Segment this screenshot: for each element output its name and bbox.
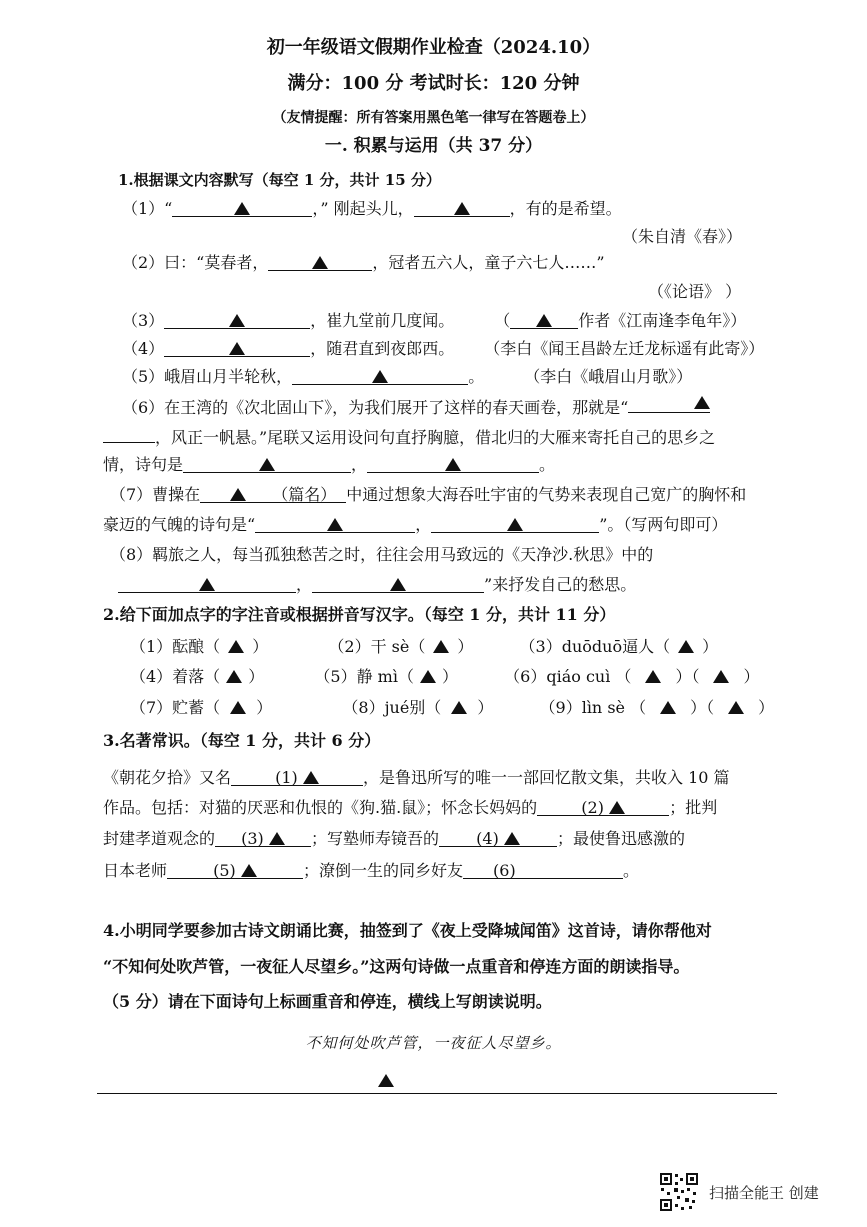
q1-line7 <box>110 484 746 506</box>
q3-text: 。 <box>623 861 640 880</box>
answer-blank[interactable] <box>292 366 468 385</box>
q3-text: 作品。包括：对猫的厌恶和仇恨的《狗.猫.鼠》；怀念长妈妈的 <box>103 798 538 817</box>
triangle-marker-icon <box>230 488 246 501</box>
triangle-marker-icon <box>229 342 245 355</box>
blank-number: (5) <box>213 861 236 880</box>
triangle-marker-icon <box>454 202 470 215</box>
answer-blank[interactable] <box>215 828 311 847</box>
q2-item: ） <box>702 637 719 656</box>
q1-text: 情，诗句是 <box>103 455 184 474</box>
q1-text: ，风正一帆悬。”尾联又运用设问句直抒胸臆，借北归的大雁来寄托自己的思乡之 <box>155 428 716 447</box>
blank-number: (1) <box>275 768 298 787</box>
q1-text: （8）羁旅之人，每当孤独愁苦之时，往往会用马致远的《天净沙.秋思》中的 <box>110 545 654 564</box>
q3-text: 《朝花夕拾》又名 <box>103 768 232 787</box>
answer-blank[interactable] <box>431 514 599 533</box>
q1-text: 中通过想象大海吞吐宇宙的气势来表现自己宽广的胸怀和 <box>346 485 747 504</box>
q1-text: （4） <box>122 339 165 358</box>
q3-line2 <box>103 797 717 819</box>
q1-line3 <box>122 310 746 332</box>
q2-item: ）（ <box>690 698 715 717</box>
q2-title: 2.给下面加点字的字注音或根据拼音写汉字。（每空 1 分，共计 11 分） <box>103 605 616 624</box>
answer-blank[interactable] <box>103 424 155 443</box>
answer-blank[interactable] <box>414 198 510 217</box>
q2-item: （8）jué别（ <box>342 698 442 717</box>
triangle-marker-icon <box>303 771 319 784</box>
q1-text: （5）峨眉山月半轮秋， <box>122 367 293 386</box>
triangle-marker-icon <box>507 518 523 531</box>
answer-blank[interactable] <box>164 310 310 329</box>
q2-item: ） <box>248 667 265 686</box>
source-note: （朱自清《春》） <box>622 227 743 246</box>
triangle-marker-icon <box>694 396 710 409</box>
triangle-marker-icon <box>199 578 215 591</box>
q1-text: ， <box>296 575 313 594</box>
answer-blank[interactable] <box>312 574 484 593</box>
answer-blank[interactable] <box>200 484 346 503</box>
source-note: （《论语》 ） <box>648 282 742 301</box>
q4-line2: “不知何处吹芦管，一夜征人尽望乡。”这两句诗做一点重音和停连方面的朗读指导。 <box>103 957 690 976</box>
q1-text: ，随君直到夜郎西。 <box>310 339 455 358</box>
triangle-marker-icon[interactable] <box>230 701 246 714</box>
answer-blank[interactable] <box>231 767 363 786</box>
q1-text: （6）在王湾的《次北固山下》，为我们展开了这样的春天画卷，那就是“ <box>122 398 629 417</box>
answer-blank[interactable] <box>510 310 578 329</box>
triangle-marker-icon <box>536 314 552 327</box>
answer-blank[interactable] <box>367 454 539 473</box>
q4-line3: （5 分）请在下面诗句上标画重音和停连，横线上写朗读说明。 <box>103 992 552 1011</box>
triangle-marker-icon <box>229 314 245 327</box>
q1-text: 作者《江南逢李龟年》） <box>578 311 747 330</box>
q1-text: （2）曰：“莫春者， <box>122 253 269 272</box>
q1-line6b <box>103 424 715 449</box>
q1-line5 <box>122 366 692 388</box>
poem-line: 不知何处吹芦管，一夜征人尽望乡。 <box>305 1034 562 1052</box>
q3-title: 3.名著常识。（每空 1 分，共计 6 分） <box>103 731 381 750</box>
q3-text: ；写塾师寿镜吾的 <box>311 829 440 848</box>
q3-text: ，是鲁迅所写的唯一一部回忆散文集，共收入 10 篇 <box>363 768 730 787</box>
q3-text: 封建孝道观念的 <box>103 829 216 848</box>
triangle-marker-icon <box>372 370 388 383</box>
scanner-watermark: 扫描全能王 创建 <box>709 1184 819 1202</box>
triangle-marker-icon[interactable] <box>451 701 467 714</box>
score-and-time: 满分：100 分 考试时长：120 分钟 <box>287 73 580 94</box>
q1-line8 <box>110 544 653 566</box>
q2-item: ）（ <box>675 667 700 686</box>
q1-line6 <box>122 394 710 419</box>
q3-text: 日本老师 <box>103 861 168 880</box>
answer-blank[interactable] <box>183 454 351 473</box>
triangle-marker-icon <box>269 832 285 845</box>
triangle-marker-icon <box>327 518 343 531</box>
answer-blank[interactable] <box>172 198 312 217</box>
answer-blank[interactable] <box>255 514 415 533</box>
q1-text: 。 <box>539 455 556 474</box>
q2-row3 <box>130 697 774 719</box>
q3-text: ；批判 <box>669 798 718 817</box>
q2-item: ） <box>477 698 494 717</box>
q1-line6c <box>103 454 555 476</box>
answer-blank[interactable] <box>164 338 310 357</box>
q2-item: （7）贮蓄（ <box>130 698 221 717</box>
q2-item: （3）duōduō逼人（ <box>519 637 671 656</box>
q2-item: （4）着落（ <box>130 667 221 686</box>
triangle-marker-icon[interactable] <box>433 640 449 653</box>
q1-line2 <box>122 252 605 274</box>
blank-number: (4) <box>476 829 499 848</box>
q1-line8b <box>118 574 636 596</box>
answer-blank[interactable] <box>628 394 710 413</box>
blank-number: (3) <box>241 829 264 848</box>
q3-line3 <box>103 828 685 850</box>
triangle-marker-icon <box>445 458 461 471</box>
triangle-marker-icon[interactable] <box>728 701 744 714</box>
answer-blank[interactable] <box>268 252 372 271</box>
q3-text: ；最使鲁迅感激的 <box>557 829 686 848</box>
q2-item: ） <box>758 698 775 717</box>
q1-text: ”。（写两句即可） <box>599 515 728 534</box>
q3-line1 <box>103 767 730 789</box>
triangle-marker-icon <box>234 202 250 215</box>
q1-line7b <box>103 514 727 536</box>
q2-item: （1）酝酿（ <box>130 637 221 656</box>
q1-line1 <box>122 198 622 220</box>
triangle-marker-icon <box>504 832 520 845</box>
q1-text: （1）“ <box>122 199 173 218</box>
triangle-marker-icon[interactable] <box>678 640 694 653</box>
triangle-marker-icon[interactable] <box>660 701 676 714</box>
triangle-marker-icon[interactable] <box>420 670 436 683</box>
q1-text: （7）曹操在 <box>110 485 201 504</box>
section-heading: 一. 积累与运用（共 37 分） <box>324 136 543 156</box>
triangle-marker-icon[interactable] <box>228 640 244 653</box>
q1-line4 <box>122 338 764 360</box>
q1-title: 1.根据课文内容默写（每空 1 分，共计 15 分） <box>118 171 441 189</box>
answer-blank[interactable] <box>439 828 557 847</box>
q2-item: ） <box>252 637 269 656</box>
source-note: （李白《峨眉山月歌》） <box>524 367 693 386</box>
q2-row2 <box>130 666 759 688</box>
q3-text: ；潦倒一生的同乡好友 <box>303 861 464 880</box>
q2-row1 <box>130 636 718 658</box>
q3-line4 <box>103 860 639 882</box>
blank-number: (6) <box>493 861 516 880</box>
q1-text: ，有的是希望。 <box>509 199 622 218</box>
q2-item: ） <box>441 667 458 686</box>
q2-item: （5）静 mì（ <box>314 667 414 686</box>
answer-blank[interactable] <box>463 860 623 879</box>
triangle-marker-icon[interactable] <box>645 670 661 683</box>
answer-blank[interactable] <box>118 574 296 593</box>
q2-item: （2）干 sè（ <box>328 637 426 656</box>
triangle-marker-icon <box>378 1070 394 1092</box>
q2-item: ） <box>457 637 474 656</box>
q1-text: （ <box>494 311 511 330</box>
answer-blank[interactable] <box>167 860 303 879</box>
triangle-marker-icon <box>259 458 275 471</box>
triangle-marker-icon <box>241 864 257 877</box>
q1-text: 。 <box>468 367 485 386</box>
q2-item: （9）lìn sè （ <box>539 698 647 717</box>
triangle-marker-icon <box>312 256 328 269</box>
q1-text: ，冠者五六人，童子六七人……” <box>372 253 605 272</box>
answer-line[interactable] <box>97 1093 777 1094</box>
triangle-marker-icon <box>609 801 625 814</box>
reminder: （友情提醒：所有答案用黑色笔一律写在答题卷上） <box>272 110 595 126</box>
q1-text: ，” 刚起头儿， <box>312 199 414 218</box>
q1-text: （3） <box>122 311 165 330</box>
triangle-marker-icon[interactable] <box>226 670 242 683</box>
triangle-marker-icon <box>390 578 406 591</box>
q1-text: ”来抒发自己的愁思。 <box>484 575 637 594</box>
q2-item: ） <box>743 667 760 686</box>
q4-line1: 4.小明同学要参加古诗文朗诵比赛，抽签到了《夜上受降城闻笛》这首诗，请你帮他对 <box>103 921 712 940</box>
q1-text: ， <box>415 515 432 534</box>
answer-blank[interactable] <box>537 797 669 816</box>
q2-item: ） <box>256 698 273 717</box>
blank-number: (2) <box>581 798 604 817</box>
q2-item: （6）qiáo cuì （ <box>504 667 632 686</box>
q1-text: ， <box>351 455 368 474</box>
source-note: （李白《闻王昌龄左迁龙标遥有此寄》） <box>484 339 765 358</box>
triangle-marker-icon[interactable] <box>713 670 729 683</box>
q1-text: ，崔九堂前几度闻。 <box>310 311 455 330</box>
exam-title: 初一年级语文假期作业检查（2024.10） <box>266 37 601 58</box>
pian-ming-label: （篇名） <box>272 485 337 504</box>
qr-code-icon <box>659 1172 699 1212</box>
q1-text: 豪迈的气魄的诗句是“ <box>103 515 256 534</box>
